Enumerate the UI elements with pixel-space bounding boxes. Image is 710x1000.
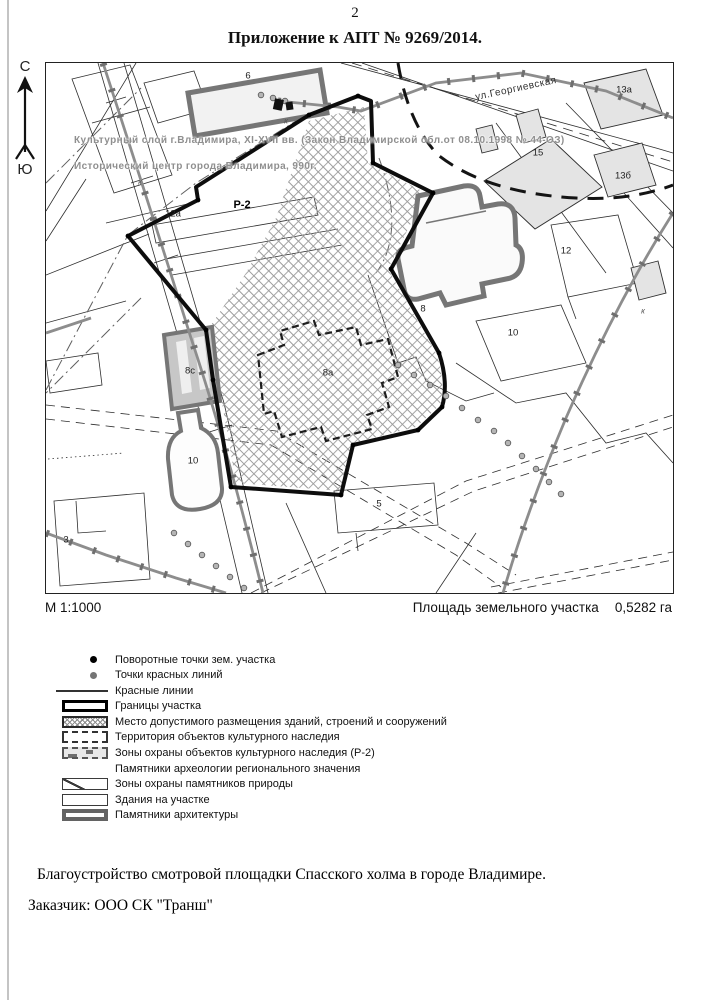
legend-symbol-rect-x: [62, 778, 108, 790]
legend-item: [62, 731, 447, 744]
legend-symbol-rect-dashdot: [62, 747, 108, 759]
area-label: Площадь земельного участка: [412, 600, 599, 615]
footer-block: [28, 866, 688, 915]
map-info-row: [45, 600, 672, 615]
legend-item: [62, 747, 447, 760]
project-title: Благоустройство смотровой площадки Спасского холма в городе Владимире.: [37, 866, 546, 883]
area-value: 0,5282 га: [614, 600, 672, 615]
legend-item: [62, 762, 447, 775]
legend-label: Памятники археологии регионального значения: [115, 762, 361, 775]
legend-symbol-line: [62, 685, 108, 697]
map-label-8: 8: [420, 303, 426, 315]
page-number: 2: [351, 5, 359, 21]
map-label-10: 10: [507, 327, 519, 339]
legend-symbol-dot-gray: [62, 669, 108, 681]
legend-symbol-rect-hatch: [62, 716, 108, 728]
site-plan-map: [45, 62, 674, 594]
legend-label: Место допустимого размещения зданий, строений и сооружений: [115, 715, 447, 728]
legend-label: Поворотные точки зем. участка: [115, 653, 276, 666]
legend-symbol-none: [62, 763, 108, 775]
legend-item: [62, 793, 447, 806]
map-overlay-historic-center: Исторический центр города Владимира, 990г.: [74, 161, 318, 172]
map-label-к: к: [284, 116, 288, 126]
map-label-3: 3: [63, 534, 69, 546]
legend-label: Зоны охраны памятников природы: [115, 778, 293, 791]
map-label-8а: 8а: [322, 367, 334, 379]
legend-item: [62, 809, 447, 822]
legend-label: Здания на участке: [115, 793, 210, 806]
map-label-Р-2: Р-2: [233, 199, 251, 211]
legend-item: [62, 715, 447, 728]
compass-north-arrow: [8, 58, 42, 178]
legend-symbol-rect-dashed: [62, 731, 108, 743]
legend-label: Красные линии: [115, 684, 194, 697]
compass-north-label: С: [19, 58, 31, 75]
north-arrow-icon: [13, 76, 37, 160]
map-label-12а: 12а: [165, 208, 181, 220]
map-label-6: 6: [245, 70, 251, 82]
legend-label: Территория объектов культурного наследия: [115, 731, 340, 744]
legend-label: Зоны охраны объектов культурного наследия (Р-2): [115, 747, 375, 760]
map-label-12: 12: [560, 245, 572, 257]
map-label-13а: 13а: [616, 84, 632, 96]
legend-item: [62, 653, 447, 666]
customer-line: Заказчик: ООО СК "Транш": [28, 897, 213, 914]
map-label-13б: 13б: [614, 170, 632, 182]
legend-label: Границы участка: [115, 700, 202, 713]
compass-south-label: Ю: [17, 161, 33, 178]
legend-item: [62, 778, 447, 791]
legend-symbol-rect-gray: [62, 809, 108, 821]
map-label-5: 5: [376, 498, 382, 510]
map-scale: М 1:1000: [45, 600, 102, 615]
legend-label: Точки красных линий: [115, 669, 223, 682]
legend-label: Памятники архитектуры: [115, 809, 239, 822]
map-legend: [62, 653, 447, 825]
map-label-улГеоргиевская: ул.Георгиевская: [474, 75, 558, 103]
legend-symbol-rect-plain: [62, 794, 108, 806]
page-title: Приложение к АПТ № 9269/2014.: [227, 28, 483, 47]
map-label-8с: 8с: [184, 365, 196, 377]
map-label-к: к: [138, 177, 142, 187]
legend-symbol-rect-bold: [62, 700, 108, 712]
legend-item: [62, 700, 447, 713]
legend-item: [62, 669, 447, 682]
legend-symbol-dot-black: [62, 654, 108, 666]
map-label-10: 10: [187, 455, 199, 467]
map-label-15: 15: [532, 147, 544, 159]
legend-item: [62, 684, 447, 697]
map-label-к: к: [641, 306, 645, 316]
map-overlay-cultural-layer: Культурный слой г.Владимира, XI-XVII вв. (Закон Владимирской обл.от 08.10.1998 № 44-ОЗ): [74, 135, 565, 146]
